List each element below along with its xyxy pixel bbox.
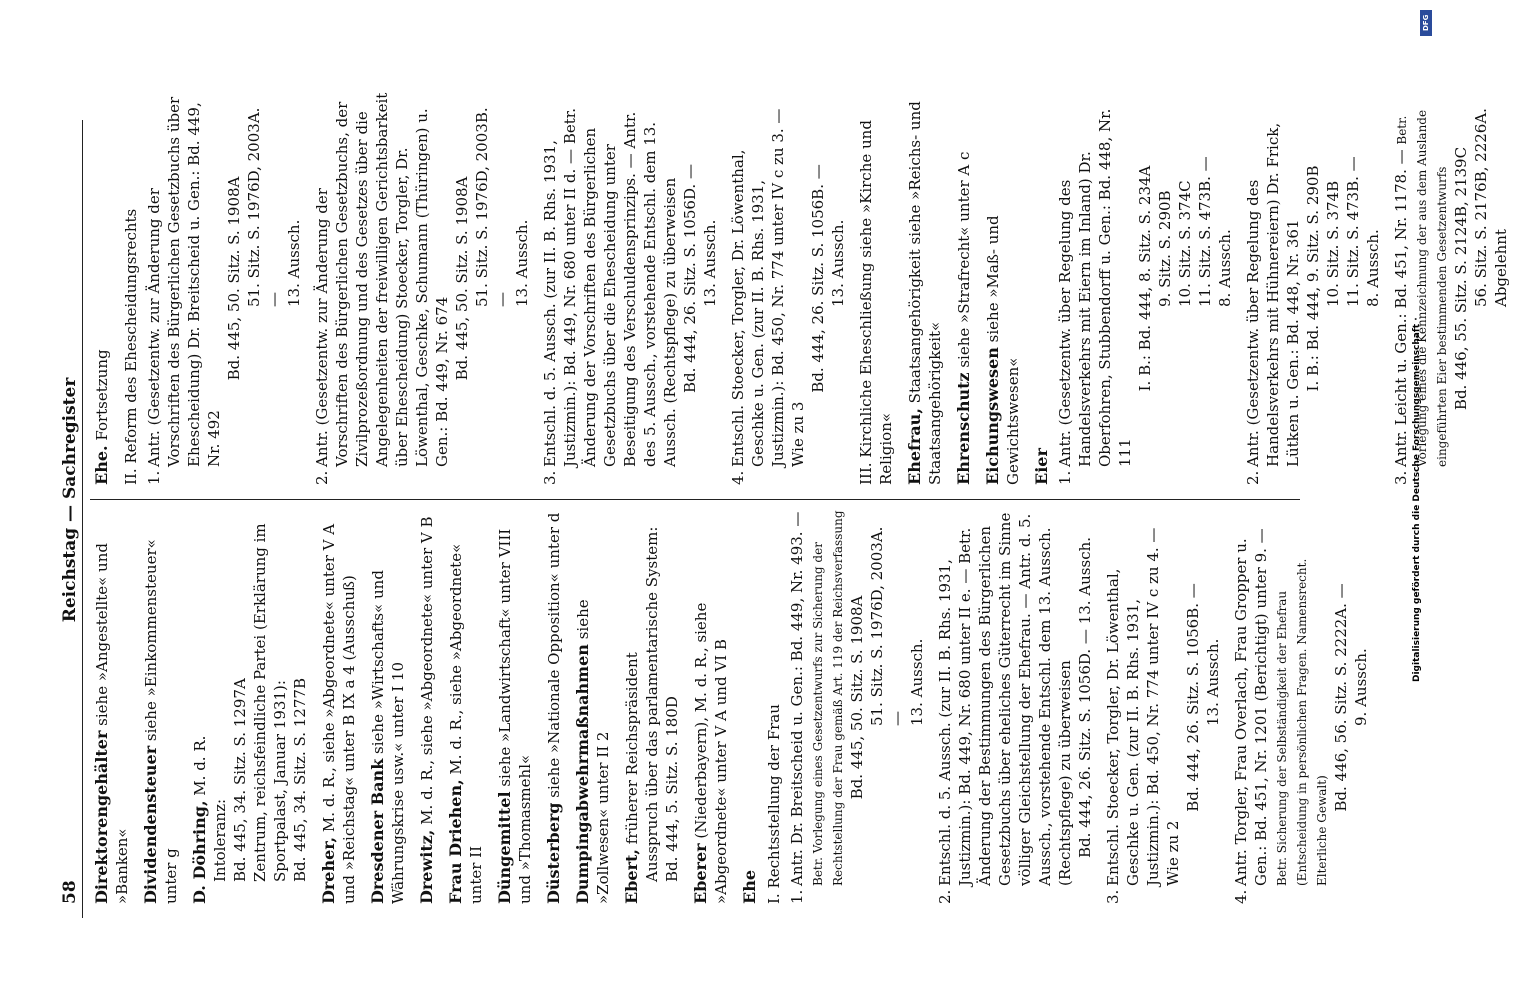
item-text: Antr. Torgler, Frau Overlach, Frau Gropper u. Gen.: Bd. 451, Nr. 1201 (Berichtigt) unter 9. — (1232, 528, 1270, 886)
item-reference: Bd. 444, 26. Sitz. S. 1056D. — (681, 164, 699, 393)
entry-line: Bd. 444, 5. Sitz. S. 180D (663, 696, 681, 882)
item-list (144, 90, 848, 485)
list-item (728, 90, 848, 485)
item-text: Entschl. d. 5. Aussch. (zur II. B. Rhs. 1931, Justizmin.): Bd. 449, Nr. 680 unter II d. — Betr. Änderung der Vorschriften des Bürgerlichen Gesetzbuchs über die Ehescheidung unter Beseitigung des Verschuldensprinzips. — Antr. des 5. Aussch., vorstehende Entschl. dem 13. Aussch. (Rechtspflege) zu überweisen (541, 107, 679, 467)
item-body (728, 90, 848, 467)
list-item (935, 509, 1095, 904)
item-text: Entschl. Stoecker, Torgler, Dr. Löwenthal, Geschke u. Gen. (zur II. B. Rhs. 1931, Justizmin.): Bd. 450, Nr. 774 unter IV c zu 4. — Wie zu 2 (1104, 527, 1182, 886)
item-reference: 13. Aussch. (908, 638, 926, 726)
entry-head: Ebert, (622, 849, 641, 904)
list-item (787, 509, 927, 904)
item-reference: 51. Sitz. S. 1976D, 2003B. — (473, 107, 511, 307)
list-item (1391, 90, 1511, 485)
item-body (540, 90, 720, 467)
item-reference: 11. Sitz. S. 473B. — (1196, 156, 1214, 307)
item-number: 2. (313, 470, 331, 485)
list-item (540, 90, 720, 485)
index-entry (495, 509, 535, 904)
index-entry (983, 90, 1023, 485)
list-item (1231, 509, 1371, 904)
item-reference: 13. Aussch. (1204, 638, 1222, 726)
entry-text: M. d. R., siehe »Abgeordnete« unter V A und »Reichstag« unter B IX a 4 (Ausschuß) (320, 523, 358, 904)
item-reference: Bd. 444, 26. Sitz. S. 1056D. — 13. Aussch. (1076, 536, 1094, 859)
index-entry (622, 509, 682, 904)
column-divider (90, 499, 1300, 500)
list-item (312, 90, 532, 485)
item-list (787, 509, 1371, 904)
entry-text: (Niederbayern), M. d. R., siehe »Abgeordnete« unter V A und VI B (692, 602, 730, 904)
entry-text: siehe »Angestellte« und »Banken« (93, 543, 131, 904)
entry-suffix: Fortsetzung (93, 349, 111, 441)
item-subject: Betr. Sicherung der Selbständigkeit der Ehefrau (Entscheidung in persönlichen Fragen. Namensrecht. Elterliche Gewalt) (1275, 558, 1329, 886)
item-reference: 8. Aussch. (1364, 229, 1382, 307)
item-reference: Bd. 444, 26. Sitz. S. 1056B. — (809, 164, 827, 393)
item-reference: 13. Aussch. (285, 219, 303, 307)
index-entry (190, 509, 310, 904)
entry-head: Direktorengehälter (92, 730, 111, 904)
item-body (1103, 509, 1223, 886)
entry-head: Eier (1032, 448, 1051, 485)
index-entry (368, 509, 408, 904)
item-number: 3. (1392, 470, 1410, 485)
item-reference: 8. Aussch. (1216, 229, 1234, 307)
entry-head: Düngemittel (495, 791, 514, 904)
item-reference: I. B.: Bd. 444, 9. Sitz. S. 290B (1304, 165, 1322, 392)
entry-text: siehe »Landwirtschaft« unter VIII und »Thomasmehl« (496, 528, 534, 904)
item-reference: I. B.: Bd. 444, 8. Sitz. S. 234A (1136, 165, 1154, 392)
item-text: Antr. (Gesetzentw. zur Änderung der Vorschriften des Bürgerlichen Gesetzbuchs über Ehescheidung) Dr. Breitscheid u. Gen.: Bd. 449, Nr. 492 (145, 96, 223, 467)
entry-text: siehe »Wirtschafts« und Währungskrise usw.« unter I 10 (369, 570, 407, 904)
index-entry (954, 90, 974, 485)
item-reference: 13. Aussch. (829, 219, 847, 307)
item-reference: Bd. 446, 55. Sitz. S. 2124B, 2139C (1452, 146, 1470, 411)
entry-head: Drewitz, (417, 829, 436, 904)
item-reference: 9. Sitz. S. 290B (1156, 190, 1174, 307)
entry-text: M. d. R., siehe »Abgeordnete« unter V B (418, 516, 436, 825)
item-number: 1. (788, 889, 806, 904)
item-text: Antr. (Gesetzentw. über Regelung des Handelsverkehrs mit Hühnereiern) Dr. Frick, Lütken u. Gen.: Bd. 448, Nr. 361 (1244, 122, 1302, 467)
index-entry (573, 509, 613, 904)
list-item (1103, 509, 1223, 904)
entry-line: Bd. 445, 34. Sitz. S. 1297A (231, 678, 249, 882)
item-reference: 51. Sitz. S. 1976D, 2003A. — (245, 107, 283, 307)
item-text: Antr. Dr. Breitscheid u. Gen.: Bd. 449, Nr. 493. — (788, 511, 806, 886)
section-heading: II. Reform des Ehescheidungsrechts (122, 208, 140, 485)
entry-line: Intoleranz: (211, 798, 229, 882)
entry-head: Düsterberg (544, 802, 563, 904)
item-number: 1. (1056, 470, 1074, 485)
item-reference: 13. Aussch. (701, 219, 719, 307)
entry-head: Ehrenschutz (954, 372, 973, 485)
index-entry (417, 509, 437, 904)
item-body (787, 509, 927, 886)
item-reference: 13. Aussch. (513, 219, 531, 307)
item-body (1055, 90, 1235, 467)
item-list (1055, 90, 1511, 485)
entry-text: siehe »Zollwesen« unter II 2 (574, 599, 612, 904)
list-item (144, 90, 304, 485)
entry-line: Zentrum, reichsfeindliche Partei (Erklärung im Sportpalast, Januar 1931): (251, 523, 289, 882)
item-number: 4. (729, 470, 747, 485)
header-rule (82, 120, 83, 918)
item-number: 3. (1104, 889, 1122, 904)
left-column (92, 509, 1379, 904)
item-number: 2. (936, 889, 954, 904)
item-number: 4. (1232, 889, 1250, 904)
item-reference: 51. Sitz. S. 1976D, 2003A. — (868, 526, 906, 726)
index-entry (446, 509, 486, 904)
ehe-entry-left (740, 509, 1371, 904)
item-number: 1. (145, 470, 163, 485)
entry-text: siehe »Maß- und Gewichtswesen« (984, 215, 1022, 485)
entry-text: siehe »Einkommensteuer« unter g (142, 539, 180, 904)
running-title: Reichstag — Sachregister (60, 377, 80, 623)
item-body (1243, 90, 1383, 467)
item-reference: 9. Aussch. (1352, 648, 1370, 726)
entry-head: Eichungswesen (983, 347, 1002, 485)
left-entries (92, 509, 731, 904)
entry-text: M. d. R., siehe »Abgeordnete« unter II (447, 543, 485, 904)
item-text: Antr. (Gesetzentw. zur Änderung der Vorschriften des Bürgerlichen Gesetzbuchs, der Zivilprozeßordnung und des Gesetzes über die Angelegenheiten der freiwilligen Gerichtsbarkeit über Ehescheidung) Stoecker, Torgler, Dr. Löwenthal, Geschke, Schumann (Thüringen) u. Gen.: Bd. 449, Nr. 674 (313, 92, 451, 467)
entry-line: Bd. 445, 34. Sitz. S. 1277B (291, 678, 309, 882)
right-column (92, 90, 1519, 485)
item-reference: Bd. 444, 26. Sitz. S. 1056B. — (1184, 583, 1202, 812)
entry-line: Ausspruch über das parlamentarische System: (643, 526, 661, 882)
index-entry (905, 90, 945, 485)
section-heading: III. Kirchliche Eheschließung siehe »Kirche und Religion« (857, 120, 895, 485)
entry-text: früherer Reichspräsident (623, 652, 641, 845)
item-body (1231, 509, 1371, 886)
item-number: 2. (1244, 470, 1262, 485)
item-reference: Bd. 445, 50. Sitz. S. 1908A (848, 595, 866, 800)
item-text: Antr. (Gesetzentw. über Regelung des Handelsverkehrs mit Eiern im Inland) Dr. Oberfohren, Stubbendorff u. Gen.: Bd. 448, Nr. 111 (1056, 108, 1134, 467)
digitization-notice: Digitalisierung gefördert durch die Deutsche Forschungsgemeinschaft · (1412, 317, 1422, 683)
entry-text: M. d. R. (191, 735, 209, 796)
item-reference: Bd. 445, 50. Sitz. S. 1908A (453, 176, 471, 381)
item-body (312, 90, 532, 467)
eier-entry (1032, 90, 1511, 485)
index-entry (319, 509, 359, 904)
item-reference: Bd. 446, 56. Sitz. S. 2222A. — (1332, 583, 1350, 812)
list-item (1243, 90, 1383, 485)
item-reference: 10. Sitz. S. 374C (1176, 180, 1194, 307)
ehe-continuation (92, 90, 112, 485)
item-body (1391, 90, 1511, 467)
list-item (1055, 90, 1235, 485)
item-reference: 56. Sitz. S. 2176B, 2226A. (1472, 108, 1490, 307)
section-heading: I. Rechtsstellung der Frau (765, 704, 783, 904)
index-entry (544, 509, 564, 904)
dfg-logo: DFG (1420, 10, 1432, 36)
entry-text: siehe »Strafrecht« unter A c (955, 151, 973, 368)
entry-head: Dividendensteuer (141, 745, 160, 904)
entry-head: Dresdener Bank (368, 758, 387, 904)
item-subject: Betr. Vorlegung eines Gesetzentwurfs zur Sicherung der Rechtstellung der Frau gemäß Art. 119 der Reichsverfassung (811, 510, 845, 886)
entry-head: Ehe. (92, 445, 111, 485)
item-number: 3. (541, 470, 559, 485)
item-body (144, 90, 304, 467)
entry-head: Frau Driehen, (446, 779, 465, 904)
item-subject: Betr. Vorlegung eines die Kennzeichnung der aus dem Auslande eingeführten Eier bestimmenden Gesetzentwurfs (1395, 109, 1449, 467)
entry-head: Eberer (691, 843, 710, 904)
entry-head: Dreher, (319, 836, 338, 904)
item-reference: 10. Sitz. S. 374B (1324, 180, 1342, 307)
item-reference: Abgelehnt (1492, 229, 1510, 307)
entry-head: Ehe (740, 869, 759, 904)
entry-head: Ehefrau, (905, 408, 924, 485)
index-entry (92, 509, 132, 904)
page-number: 58 (60, 880, 80, 904)
entry-head: Dumpingabwehrmaßnahmen (573, 644, 592, 904)
item-text: Entschl. d. 5. Aussch. (zur II. B. Rhs. 1931, Justizmin.): Bd. 449, Nr. 680 unter II e. — Betr. Änderung der Bestimmungen des Bürgerlichen Gesetzbuchs über eheliches Güterrecht im Sinne völliger Gleichstellung der Ehefrau. — Antr. d. 5. Aussch., vorstehende Entschl. dem 13. Aussch. (Rechtspflege) zu überweisen (936, 512, 1074, 886)
item-reference: Bd. 445, 50. Sitz. S. 1908A (225, 176, 243, 381)
item-body (935, 509, 1095, 886)
item-text: Antr. Leicht u. Gen.: Bd. 451, Nr. 1178. — (1392, 149, 1410, 467)
entry-text: siehe »Nationale Opposition« unter d (545, 512, 563, 798)
right-entries (905, 90, 1023, 485)
item-reference: 11. Sitz. S. 473B. — (1344, 156, 1362, 307)
entry-text: Staatsangehörigkeit siehe »Reichs- und Staatsangehörigkeit« (906, 101, 944, 485)
entry-head: D. Döhring, (190, 800, 209, 904)
index-entry (691, 509, 731, 904)
item-text: Entschl. Stoecker, Torgler, Dr. Löwenthal, Geschke u. Gen. (zur II. B. Rhs. 1931, Justizmin.): Bd. 450, Nr. 774 unter IV c zu 3. — Wie zu 3 (729, 108, 807, 467)
index-entry (141, 509, 181, 904)
